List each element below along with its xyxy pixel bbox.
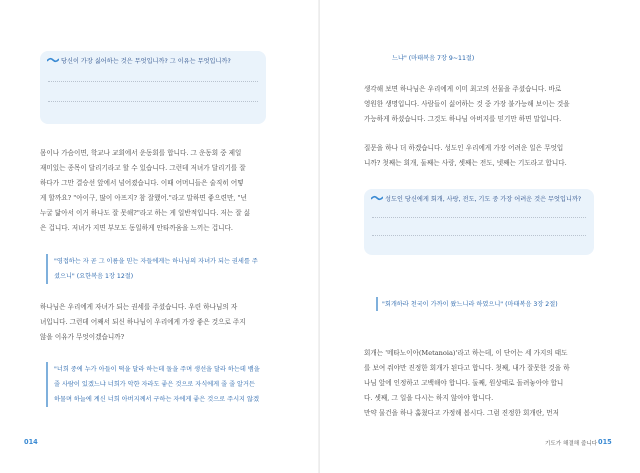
running-footer: 기도가 해결해 줍니다	[545, 441, 598, 447]
question-text: 당신이 가장 싫어하는 것은 무엇입니까? 그 이유는 무엇입니까?	[61, 58, 231, 65]
verse-line: "너희 중에 누가 아들이 떡을 달라 하는데 돌을 주며 생선을 달라 하는데 뱀을	[54, 366, 260, 373]
verse-line: "영접하는 자 곧 그 이름을 믿는 자들에게는 하나님의 자녀가 되는 권세를 주	[54, 258, 258, 265]
wave-icon	[371, 195, 383, 201]
paragraph	[364, 141, 567, 171]
text-line: 녀입니다. 그런데 어째서 되신 하나님이 우리에게 가장 좋은 것으로 주지	[40, 318, 246, 326]
paragraph	[40, 146, 250, 236]
quote-bar	[46, 254, 48, 284]
text-line: 몸이나 가슴이면, 학교나 교회에서 운동회를 합니다. 그 운동회 중 제일	[40, 149, 242, 157]
bible-verse-continued: 느냐" (마태복음 7장 9~11절)	[392, 55, 475, 62]
answer-line	[48, 101, 258, 102]
question-box	[40, 51, 266, 124]
text-line: 하다가 그만 결승선 앞에서 넘어졌습니다. 이때 어머니들은 술직히 어떻	[40, 179, 244, 187]
bible-verse: "회개하라 천국이 가까이 왔느니라 하였으니" (마태복음 3장 2절)	[382, 301, 558, 308]
text-line: 나님 앞에 인정하고 고백해야 합니다. 둘째, 원상태로 돌려놓아야 합니	[364, 379, 564, 387]
text-line: 다. 셋째, 그 일을 다시는 하지 않아야 합니다.	[364, 394, 494, 402]
answer-line	[48, 81, 258, 82]
bible-verse	[54, 254, 258, 284]
text-line: 가능하게 하셨습니다. 그것도 하나님 아버지를 믿기만 하면 말입니다.	[364, 115, 562, 123]
question-box	[364, 189, 594, 255]
text-line: 게 할까요? "아이구, 많이 아프지? 참 잘했어."라고 말하면 좋으련만, "넌	[40, 194, 247, 202]
quote-bar	[46, 362, 48, 407]
text-line: 은 겁니다. 저녀가 지면 부모도 동일하게 안타까움을 느끼는 겁니다.	[40, 224, 233, 232]
text-line: 니까? 첫째는 회개, 둘째는 사랑, 셋째는 전도, 넷째는 기도라고 합니다.	[364, 159, 567, 167]
answer-line	[372, 235, 586, 236]
text-line: 않을 이유가 무엇이겠습니까?	[40, 333, 125, 341]
verse-line: 셨으니" (요한복음 1장 12절)	[54, 273, 134, 280]
text-line: 누굴 닮아서 이거 하나도 잘 못해?"라고 하는 게 일반적입니다. 저는 잘 싫	[40, 209, 251, 217]
verse-line: 하물며 하늘에 계신 너희 아버지께서 구하는 자에게 좋은 것으로 주시지 않겠	[54, 396, 259, 403]
text-line: 질문을 하나 더 하겠습니다. 성도인 우리에게 가장 어려운 일은 무엇입	[364, 144, 564, 152]
text-line: 재미있는 종목이 달리기라고 할 수 있습니다. 그런데 저녀가 달리기를 잘	[40, 164, 246, 172]
paragraph	[40, 300, 246, 345]
paragraph	[364, 346, 570, 421]
text-line: 를 보여 줘야만 진정한 회개가 된다고 합니다. 첫째, 내가 잘못한 것을 하	[364, 364, 570, 372]
text-line: 생각해 보면 하나님은 우리에게 이미 최고의 선물을 주셨습니다. 바로	[364, 85, 562, 93]
right-page	[320, 0, 640, 473]
page-number: 014	[24, 438, 38, 446]
text-line: 회개는 '메타노이아(Metanoia)'라고 하는데, 이 단어는 세 가지의 태도	[364, 349, 568, 357]
quote-bar	[376, 297, 378, 311]
answer-line	[372, 217, 586, 218]
text-line: 하나님은 우리에게 자녀가 되는 권세를 주셨습니다. 우린 하나님의 자	[40, 303, 238, 311]
text-line: 영원한 생명입니다. 사람들이 싫어하는 것 중 가장 불가능해 보이는 것을	[364, 100, 570, 108]
question-text: 성도인 당신에게 회개, 사랑, 전도, 기도 중 가장 어려운 것은 무엇입니까?	[385, 196, 582, 203]
verse-line: 줄 사람이 있겠느냐 너희가 악한 자라도 좋은 것으로 자식에게 줄 줄 알거든	[54, 381, 255, 388]
text-line: 만약 물건을 하나 훔쳤다고 가정해 봅시다. 그럼 진정한 회개란, 먼저	[364, 409, 560, 417]
page-number: 015	[598, 438, 612, 446]
paragraph	[364, 82, 570, 127]
wave-icon	[47, 57, 59, 63]
bible-verse	[54, 362, 260, 407]
